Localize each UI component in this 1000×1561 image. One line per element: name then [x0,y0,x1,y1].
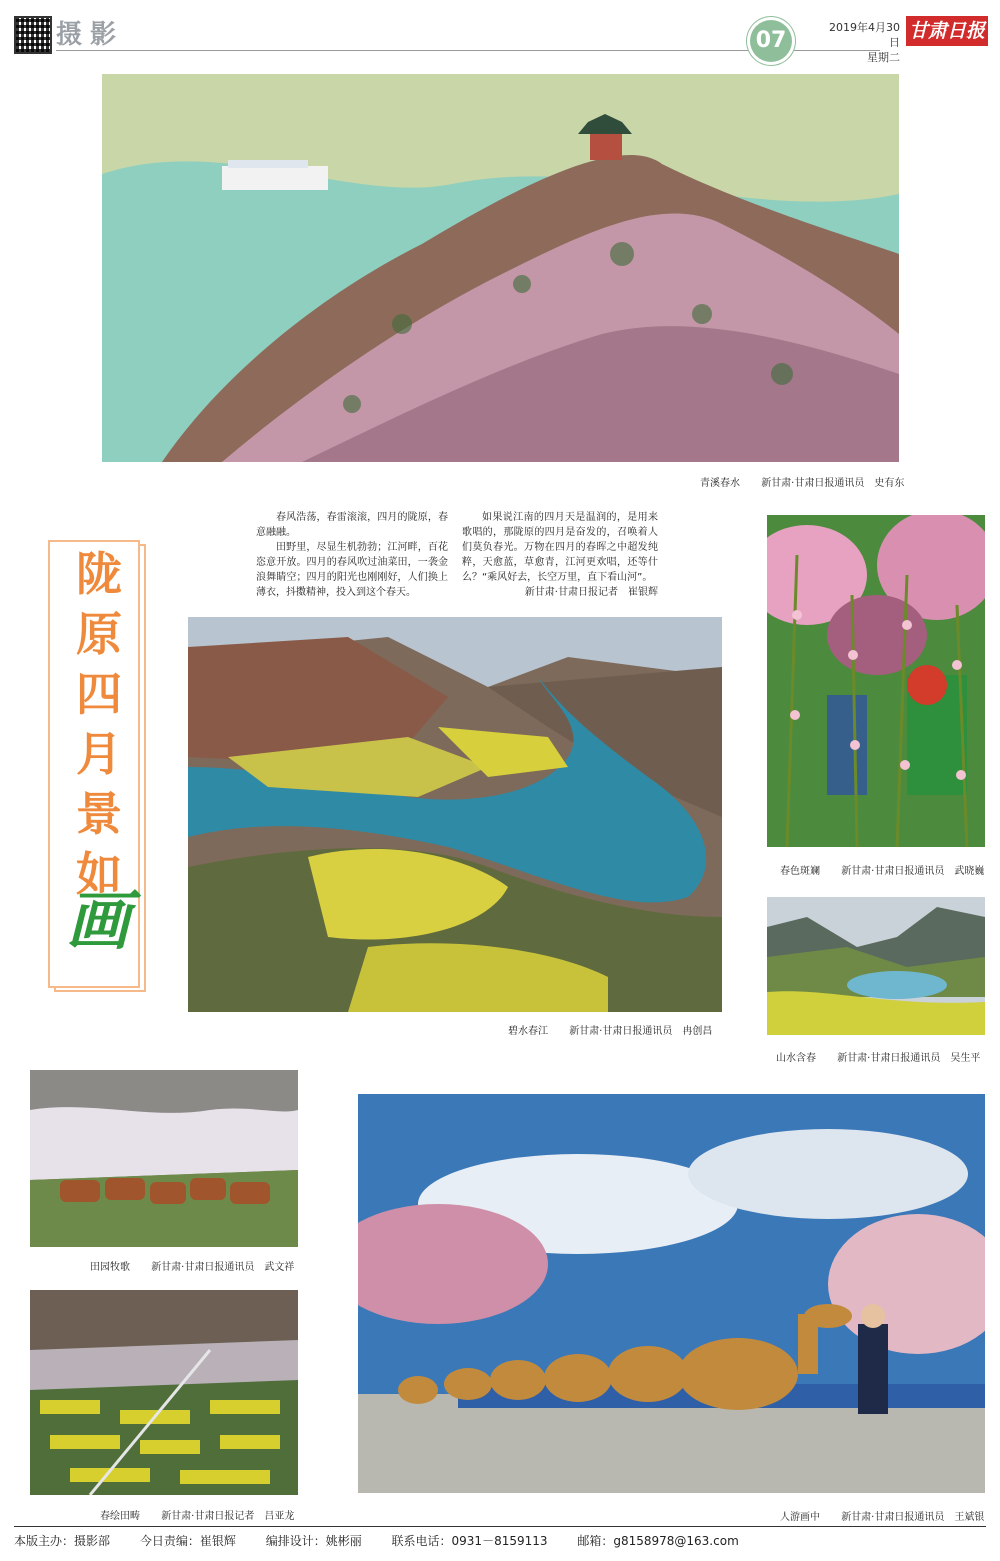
issue-date [820,20,900,65]
footer-editor: 今日责编：崔银辉 [139,1534,236,1548]
footer-phone: 联系电话：0931－8159113 [391,1534,548,1548]
caption-credit: 新甘肃·甘肃日报通讯员 冉创昌 [569,1026,713,1037]
caption-title: 山水含春 [776,1053,816,1064]
weekday-text: 星期二 [867,51,900,64]
caption-title: 碧水春江 [508,1026,548,1037]
footer-email: 邮箱：g8158978@163.com [577,1534,739,1548]
caption-credit: 新甘肃·甘肃日报记者 吕亚龙 [161,1511,295,1522]
caption-title: 田园牧歌 [90,1262,130,1273]
title-char: 如 [76,847,122,901]
article-paragraph: 如果说江南的四月天是温润的，是用来歌唱的，那陇原的四月是奋发的，召唤着人们莫负春光。万物在四月的春晖之中超发纯粹，天愈蓝，草愈青，江河更欢唱，还等什么？“乘风好去，长空万里，直下看山河”。 [462,512,658,583]
article-column-2 [462,510,658,600]
caption-photo-7 [780,1508,1000,1523]
photo-chunse-banlan [767,515,985,847]
caption-photo-6 [100,1507,312,1522]
caption-credit: 新甘肃·甘肃日报通讯员 武文祥 [151,1262,295,1273]
photo-chunhui-tianchou [30,1290,298,1495]
article-column-1 [256,510,448,600]
title-char: 四 [76,667,122,721]
footer-designer: 编排设计：姚彬丽 [265,1534,362,1548]
date-text: 2019年4月30日 [829,21,900,49]
title-char: 陇 [76,547,122,601]
caption-photo-3 [780,862,1000,877]
photo-tianyuan-muge [30,1070,298,1247]
title-char-hua: 画 [66,885,130,959]
caption-credit: 新甘肃·甘肃日报通讯员 王斌银 [841,1512,985,1523]
caption-title: 青溪春水 [700,478,740,489]
page-footer [14,1532,765,1549]
article-byline: 新甘肃·甘肃日报记者 崔银辉 [524,587,658,598]
photo-bishui-chunjiang [188,617,722,1012]
photo-renyou-huazhong [358,1094,985,1493]
caption-title: 春绘田畴 [100,1511,140,1522]
caption-photo-2 [508,1022,730,1037]
feature-title [40,540,136,980]
title-char: 原 [76,607,122,661]
title-char: 月 [76,727,122,781]
caption-photo-5 [90,1258,312,1273]
title-chars [64,544,134,904]
caption-photo-1 [700,474,922,489]
photo-qingxi-spring-water [102,74,899,462]
caption-title: 人游画中 [780,1512,820,1523]
footer-rule [14,1526,986,1527]
section-title: 摄影 [56,20,125,50]
photo-shanshui-hanchun [767,897,985,1035]
title-char: 景 [76,787,122,841]
caption-credit: 新甘肃·甘肃日报通讯员 吴生平 [837,1053,981,1064]
qr-code [14,16,52,54]
article-paragraph: 田野里，尽显生机勃勃；江河畔，百花恣意开放。四月的春风吹过油菜田，一袭金浪舞睛空；四月的阳光也刚刚好，人们换上薄衣，抖擞精神，投入到这个春天。 [256,542,448,598]
footer-host: 本版主办：摄影部 [14,1534,111,1548]
caption-photo-4 [776,1049,998,1064]
caption-credit: 新甘肃·甘肃日报通讯员 武晓巍 [841,866,985,877]
caption-credit: 新甘肃·甘肃日报通讯员 史有东 [761,478,905,489]
caption-title: 春色斑斓 [780,866,820,877]
page-number-badge: 07 [750,20,792,62]
article-paragraph: 春风浩荡，春雷滚滚，四月的陇原，春意融融。 [256,512,448,538]
newspaper-logo: 甘肃日报 [906,16,988,46]
